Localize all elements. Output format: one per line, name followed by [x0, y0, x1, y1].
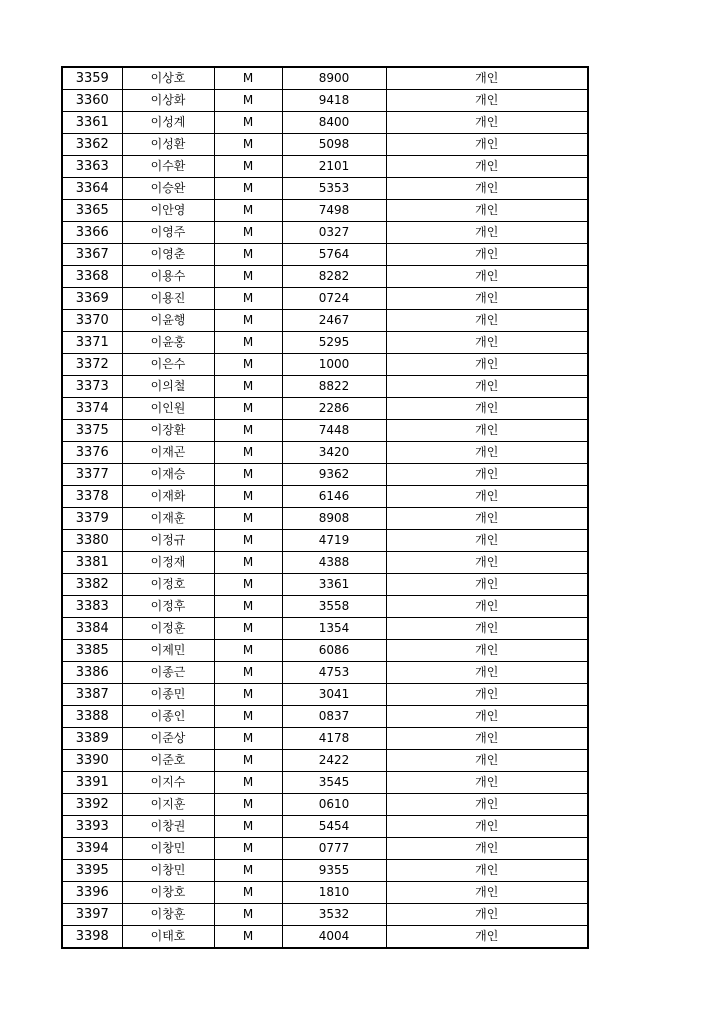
row-number-cell: 3369	[62, 288, 122, 310]
table-row	[62, 860, 588, 882]
name-cell: 이성계	[122, 112, 214, 134]
code-cell: 1354	[282, 618, 386, 640]
name-cell: 이정후	[122, 596, 214, 618]
gender-cell: M	[214, 662, 282, 684]
name-cell: 이의철	[122, 376, 214, 398]
type-cell: 개인	[386, 112, 588, 134]
gender-cell: M	[214, 398, 282, 420]
gender-cell: M	[214, 90, 282, 112]
gender-cell: M	[214, 838, 282, 860]
code-cell: 2286	[282, 398, 386, 420]
code-cell: 4178	[282, 728, 386, 750]
gender-cell: M	[214, 750, 282, 772]
code-cell: 5454	[282, 816, 386, 838]
type-cell: 개인	[386, 200, 588, 222]
type-cell: 개인	[386, 662, 588, 684]
type-cell: 개인	[386, 838, 588, 860]
type-cell: 개인	[386, 574, 588, 596]
table-row	[62, 640, 588, 662]
row-number-cell: 3375	[62, 420, 122, 442]
code-cell: 0724	[282, 288, 386, 310]
row-number-cell: 3388	[62, 706, 122, 728]
code-cell: 3532	[282, 904, 386, 926]
row-number-cell: 3366	[62, 222, 122, 244]
row-number-cell: 3385	[62, 640, 122, 662]
table-row	[62, 530, 588, 552]
table-row	[62, 926, 588, 949]
gender-cell: M	[214, 640, 282, 662]
table-row	[62, 508, 588, 530]
type-cell: 개인	[386, 926, 588, 949]
row-number-cell: 3383	[62, 596, 122, 618]
gender-cell: M	[214, 530, 282, 552]
row-number-cell: 3394	[62, 838, 122, 860]
table-row	[62, 838, 588, 860]
name-cell: 이윤행	[122, 310, 214, 332]
table-row	[62, 684, 588, 706]
gender-cell: M	[214, 464, 282, 486]
name-cell: 이종민	[122, 684, 214, 706]
type-cell: 개인	[386, 816, 588, 838]
row-number-cell: 3391	[62, 772, 122, 794]
name-cell: 이준호	[122, 750, 214, 772]
gender-cell: M	[214, 574, 282, 596]
table-row	[62, 222, 588, 244]
row-number-cell: 3376	[62, 442, 122, 464]
type-cell: 개인	[386, 244, 588, 266]
type-cell: 개인	[386, 90, 588, 112]
table-row	[62, 662, 588, 684]
code-cell: 4719	[282, 530, 386, 552]
row-number-cell: 3397	[62, 904, 122, 926]
type-cell: 개인	[386, 310, 588, 332]
code-cell: 9362	[282, 464, 386, 486]
name-cell: 이재화	[122, 486, 214, 508]
type-cell: 개인	[386, 398, 588, 420]
code-cell: 5098	[282, 134, 386, 156]
row-number-cell: 3378	[62, 486, 122, 508]
row-number-cell: 3371	[62, 332, 122, 354]
gender-cell: M	[214, 266, 282, 288]
name-cell: 이정규	[122, 530, 214, 552]
table-row	[62, 618, 588, 640]
type-cell: 개인	[386, 508, 588, 530]
table-row	[62, 90, 588, 112]
row-number-cell: 3363	[62, 156, 122, 178]
code-cell: 5353	[282, 178, 386, 200]
code-cell: 8400	[282, 112, 386, 134]
name-cell: 이장환	[122, 420, 214, 442]
roster-table	[61, 66, 589, 949]
code-cell: 3558	[282, 596, 386, 618]
type-cell: 개인	[386, 288, 588, 310]
name-cell: 이영주	[122, 222, 214, 244]
gender-cell: M	[214, 706, 282, 728]
row-number-cell: 3368	[62, 266, 122, 288]
gender-cell: M	[214, 332, 282, 354]
gender-cell: M	[214, 882, 282, 904]
table-row	[62, 420, 588, 442]
table-row	[62, 112, 588, 134]
row-number-cell: 3365	[62, 200, 122, 222]
table-row	[62, 266, 588, 288]
name-cell: 이영춘	[122, 244, 214, 266]
name-cell: 이성환	[122, 134, 214, 156]
code-cell: 3420	[282, 442, 386, 464]
table-row	[62, 354, 588, 376]
gender-cell: M	[214, 244, 282, 266]
type-cell: 개인	[386, 640, 588, 662]
gender-cell: M	[214, 200, 282, 222]
code-cell: 0837	[282, 706, 386, 728]
name-cell: 이정훈	[122, 618, 214, 640]
code-cell: 2467	[282, 310, 386, 332]
name-cell: 이인원	[122, 398, 214, 420]
gender-cell: M	[214, 67, 282, 90]
table-row	[62, 574, 588, 596]
name-cell: 이창민	[122, 860, 214, 882]
table-row	[62, 816, 588, 838]
gender-cell: M	[214, 926, 282, 949]
type-cell: 개인	[386, 442, 588, 464]
gender-cell: M	[214, 442, 282, 464]
code-cell: 6086	[282, 640, 386, 662]
row-number-cell: 3370	[62, 310, 122, 332]
name-cell: 이종근	[122, 662, 214, 684]
row-number-cell: 3389	[62, 728, 122, 750]
row-number-cell: 3361	[62, 112, 122, 134]
code-cell: 4388	[282, 552, 386, 574]
table-row	[62, 244, 588, 266]
table-row	[62, 882, 588, 904]
gender-cell: M	[214, 310, 282, 332]
row-number-cell: 3390	[62, 750, 122, 772]
code-cell: 5764	[282, 244, 386, 266]
name-cell: 이정호	[122, 574, 214, 596]
type-cell: 개인	[386, 464, 588, 486]
code-cell: 6146	[282, 486, 386, 508]
row-number-cell: 3382	[62, 574, 122, 596]
gender-cell: M	[214, 860, 282, 882]
type-cell: 개인	[386, 530, 588, 552]
table-row	[62, 67, 588, 90]
name-cell: 이안영	[122, 200, 214, 222]
name-cell: 이승완	[122, 178, 214, 200]
type-cell: 개인	[386, 266, 588, 288]
row-number-cell: 3398	[62, 926, 122, 949]
row-number-cell: 3377	[62, 464, 122, 486]
row-number-cell: 3374	[62, 398, 122, 420]
table-row	[62, 750, 588, 772]
code-cell: 3545	[282, 772, 386, 794]
row-number-cell: 3392	[62, 794, 122, 816]
name-cell: 이상화	[122, 90, 214, 112]
name-cell: 이창훈	[122, 904, 214, 926]
gender-cell: M	[214, 376, 282, 398]
gender-cell: M	[214, 684, 282, 706]
table-row	[62, 200, 588, 222]
table-row	[62, 134, 588, 156]
gender-cell: M	[214, 552, 282, 574]
table-row	[62, 728, 588, 750]
row-number-cell: 3395	[62, 860, 122, 882]
gender-cell: M	[214, 156, 282, 178]
type-cell: 개인	[386, 67, 588, 90]
row-number-cell: 3379	[62, 508, 122, 530]
row-number-cell: 3386	[62, 662, 122, 684]
row-number-cell: 3373	[62, 376, 122, 398]
type-cell: 개인	[386, 750, 588, 772]
name-cell: 이종인	[122, 706, 214, 728]
table-row	[62, 288, 588, 310]
gender-cell: M	[214, 794, 282, 816]
code-cell: 0610	[282, 794, 386, 816]
code-cell: 4004	[282, 926, 386, 949]
type-cell: 개인	[386, 486, 588, 508]
type-cell: 개인	[386, 684, 588, 706]
code-cell: 5295	[282, 332, 386, 354]
gender-cell: M	[214, 772, 282, 794]
type-cell: 개인	[386, 178, 588, 200]
row-number-cell: 3360	[62, 90, 122, 112]
gender-cell: M	[214, 816, 282, 838]
type-cell: 개인	[386, 618, 588, 640]
gender-cell: M	[214, 420, 282, 442]
row-number-cell: 3381	[62, 552, 122, 574]
code-cell: 2422	[282, 750, 386, 772]
name-cell: 이창권	[122, 816, 214, 838]
roster-table-body	[62, 67, 588, 948]
type-cell: 개인	[386, 882, 588, 904]
gender-cell: M	[214, 508, 282, 530]
table-row	[62, 706, 588, 728]
gender-cell: M	[214, 904, 282, 926]
type-cell: 개인	[386, 332, 588, 354]
row-number-cell: 3372	[62, 354, 122, 376]
row-number-cell: 3367	[62, 244, 122, 266]
table-row	[62, 552, 588, 574]
type-cell: 개인	[386, 772, 588, 794]
code-cell: 0777	[282, 838, 386, 860]
row-number-cell: 3387	[62, 684, 122, 706]
type-cell: 개인	[386, 156, 588, 178]
code-cell: 9418	[282, 90, 386, 112]
row-number-cell: 3384	[62, 618, 122, 640]
table-row	[62, 332, 588, 354]
row-number-cell: 3380	[62, 530, 122, 552]
row-number-cell: 3364	[62, 178, 122, 200]
row-number-cell: 3362	[62, 134, 122, 156]
code-cell: 3041	[282, 684, 386, 706]
name-cell: 이윤홍	[122, 332, 214, 354]
gender-cell: M	[214, 112, 282, 134]
gender-cell: M	[214, 178, 282, 200]
code-cell: 9355	[282, 860, 386, 882]
name-cell: 이정재	[122, 552, 214, 574]
gender-cell: M	[214, 596, 282, 618]
name-cell: 이창호	[122, 882, 214, 904]
code-cell: 8282	[282, 266, 386, 288]
code-cell: 8908	[282, 508, 386, 530]
name-cell: 이재훈	[122, 508, 214, 530]
table-row	[62, 772, 588, 794]
name-cell: 이지수	[122, 772, 214, 794]
table-row	[62, 156, 588, 178]
type-cell: 개인	[386, 860, 588, 882]
gender-cell: M	[214, 486, 282, 508]
name-cell: 이태호	[122, 926, 214, 949]
name-cell: 이재승	[122, 464, 214, 486]
type-cell: 개인	[386, 552, 588, 574]
code-cell: 7498	[282, 200, 386, 222]
name-cell: 이은수	[122, 354, 214, 376]
type-cell: 개인	[386, 794, 588, 816]
type-cell: 개인	[386, 420, 588, 442]
code-cell: 7448	[282, 420, 386, 442]
table-row	[62, 794, 588, 816]
type-cell: 개인	[386, 728, 588, 750]
code-cell: 8900	[282, 67, 386, 90]
table-row	[62, 596, 588, 618]
name-cell: 이상호	[122, 67, 214, 90]
gender-cell: M	[214, 222, 282, 244]
name-cell: 이재곤	[122, 442, 214, 464]
table-row	[62, 486, 588, 508]
name-cell: 이용수	[122, 266, 214, 288]
name-cell: 이지훈	[122, 794, 214, 816]
gender-cell: M	[214, 288, 282, 310]
code-cell: 3361	[282, 574, 386, 596]
row-number-cell: 3396	[62, 882, 122, 904]
table-row	[62, 310, 588, 332]
table-row	[62, 442, 588, 464]
name-cell: 이수환	[122, 156, 214, 178]
table-row	[62, 398, 588, 420]
type-cell: 개인	[386, 904, 588, 926]
table-row	[62, 178, 588, 200]
code-cell: 4753	[282, 662, 386, 684]
type-cell: 개인	[386, 596, 588, 618]
code-cell: 1000	[282, 354, 386, 376]
type-cell: 개인	[386, 706, 588, 728]
table-row	[62, 904, 588, 926]
code-cell: 2101	[282, 156, 386, 178]
code-cell: 1810	[282, 882, 386, 904]
table-row	[62, 376, 588, 398]
gender-cell: M	[214, 134, 282, 156]
name-cell: 이용진	[122, 288, 214, 310]
type-cell: 개인	[386, 222, 588, 244]
table-row	[62, 464, 588, 486]
row-number-cell: 3393	[62, 816, 122, 838]
gender-cell: M	[214, 618, 282, 640]
name-cell: 이준상	[122, 728, 214, 750]
code-cell: 0327	[282, 222, 386, 244]
code-cell: 8822	[282, 376, 386, 398]
type-cell: 개인	[386, 376, 588, 398]
row-number-cell: 3359	[62, 67, 122, 90]
type-cell: 개인	[386, 354, 588, 376]
gender-cell: M	[214, 354, 282, 376]
name-cell: 이제민	[122, 640, 214, 662]
name-cell: 이창민	[122, 838, 214, 860]
type-cell: 개인	[386, 134, 588, 156]
gender-cell: M	[214, 728, 282, 750]
